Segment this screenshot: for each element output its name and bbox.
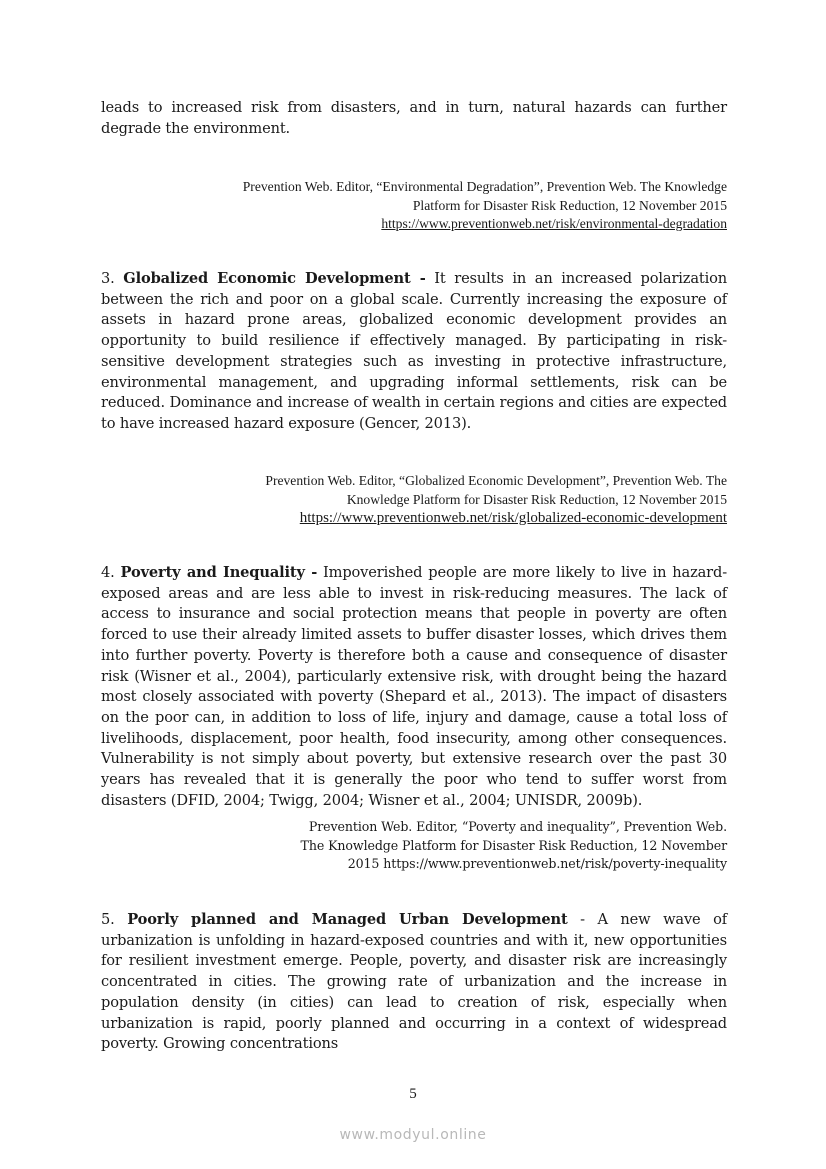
intro-text: leads to increased risk from disasters, and in turn, natural hazards can further degrade the environment. xyxy=(101,99,727,137)
section-number: 5. xyxy=(101,911,115,928)
section-urban-development xyxy=(101,910,727,1055)
citation-line-2: Knowledge Platform for Disaster Risk Reduction, 12 November 2015 xyxy=(346,491,727,507)
section-poverty-and-inequality xyxy=(101,563,727,811)
page-number: 5 xyxy=(409,1086,417,1102)
citation-environmental-degradation xyxy=(101,178,727,234)
section-body: Impoverished people are more likely to live in hazard-exposed areas and are less able to invest in risk-reducing measures. The lack of access to insurance and social protection means that people in poverty are often forced to use their already limited assets to buffer disaster losses, which drives them into further poverty. Poverty is therefore both a cause and consequence of disaster risk (Wisner et al., 2004), particularly extensive risk, with drought being the hazard most closely associated with poverty (Shepard et al., 2013). The impact of disasters on the poor can, in addition to loss of life, injury and damage, cause a total loss of livelihoods, displacement, poor health, food insecurity, among other consequences. Vulnerability is not simply about poverty, but extensive research over the past 30 years has revealed that it is generally the poor who tend to suffer worst from disasters (DFID, 2004; Twigg, 2004; Wisner et al., 2004; UNISDR, 2009b). xyxy=(101,564,727,809)
intro-paragraph xyxy=(101,98,727,139)
citation-globalized-economic-development xyxy=(101,472,727,528)
section-heading: Globalized Economic Development - xyxy=(123,270,426,287)
citation-line-1: Prevention Web. Editor, “Poverty and inequality”, Prevention Web. xyxy=(308,819,727,834)
citation-poverty-and-inequality xyxy=(101,818,727,874)
watermark: www.modyul.online xyxy=(339,1127,487,1143)
citation-line-1: Prevention Web. Editor, “Globalized Economic Development”, Prevention Web. The xyxy=(265,473,727,488)
citation-line-1: Prevention Web. Editor, “Environmental Degradation”, Prevention Web. The Knowledge xyxy=(242,179,727,194)
section-body: It results in an increased polarization between the rich and poor on a global scale. Currently increasing the exposure of assets in hazard prone areas, globalized economic development provides an opportunity to build resilience if effectively managed. By participating in risk-sensitive development strategies such as investing in protective infrastructure, environmental management, and upgrading informal settlements, risk can be reduced. Dominance and increase of wealth in certain regions and cities are expected to have increased hazard exposure (Gencer, 2013). xyxy=(101,270,727,432)
citation-line-2: The Knowledge Platform for Disaster Risk Reduction, 12 November xyxy=(300,837,727,853)
citation-line-2: Platform for Disaster Risk Reduction, 12 November 2015 xyxy=(412,197,727,213)
section-heading: Poverty and Inequality - xyxy=(120,564,318,581)
section-number: 3. xyxy=(101,270,115,287)
section-heading: Poorly planned and Managed Urban Development xyxy=(127,911,568,928)
citation-line-3: 2015 https://www.preventionweb.net/risk/poverty-inequality xyxy=(347,856,727,871)
citation-link[interactable]: https://www.preventionweb.net/risk/environmental-degradation xyxy=(381,216,727,231)
section-globalized-economic-development xyxy=(101,269,727,435)
section-body: - A new wave of urbanization is unfolding in hazard-exposed countries and with it, new opportunities for resilient investment emerge. People, poverty, and disaster risk are increasingly concentrated in cities. The growing rate of urbanization and the increase in population density (in cities) can lead to creation of risk, especially when urbanization is rapid, poorly planned and occurring in a context of widespread poverty. Growing concentrations xyxy=(101,911,727,1053)
citation-link[interactable]: https://www.preventionweb.net/risk/globalized-economic-development xyxy=(299,510,727,526)
section-number: 4. xyxy=(101,564,115,581)
